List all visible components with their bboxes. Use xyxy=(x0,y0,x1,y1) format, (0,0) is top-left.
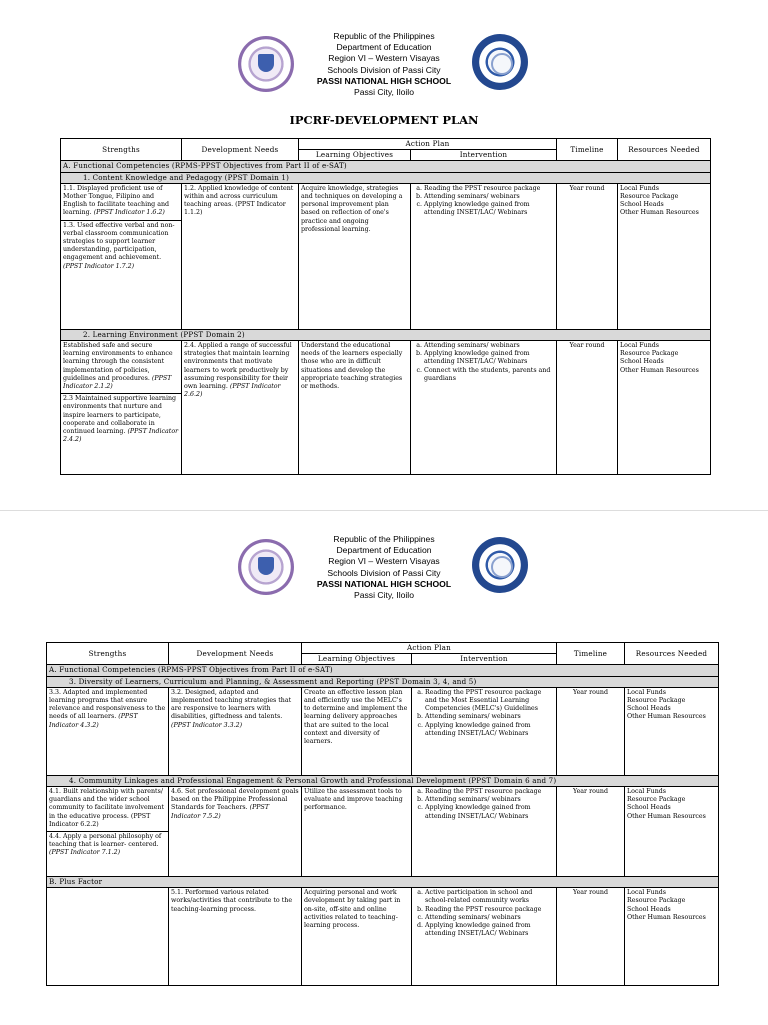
development-need-cell xyxy=(169,687,302,775)
section-domain-3-5: 3. Diversity of Learners, Curriculum and Planning, & Assessment and Reporting (PPST Domain 3, 4, and 5) xyxy=(47,676,719,687)
col-resources: Resources Needed xyxy=(625,643,719,665)
table-row xyxy=(61,341,711,475)
need-text: 2.4. Applied a range of successful strategies that maintain learning environments that motivate learners to work productively by assuming responsibility for their own learning. xyxy=(184,342,292,391)
resource-item: Resource Package xyxy=(627,796,686,804)
letterhead-line: Republic of the Philippines xyxy=(333,31,435,41)
resource-item: School Heads xyxy=(620,358,664,366)
timeline-cell: Year round xyxy=(557,888,625,986)
col-strengths: Strengths xyxy=(61,139,182,161)
intervention-item: c. Connect with the students, parents and guardians xyxy=(424,367,554,383)
resource-item: Resource Package xyxy=(620,350,679,358)
intervention-item: a. Reading the PPST resource package xyxy=(425,788,554,796)
strength-text: 4.4. Apply a personal philosophy of teaching that is learner- centered. xyxy=(49,833,162,849)
strength-text: 2.3 Maintained supportive learning environments that nurture and inspire learners to participate, cooperate and collaborate in continued learning. xyxy=(63,395,177,436)
resource-item: Local Funds xyxy=(620,342,660,350)
col-development-needs: Development Needs xyxy=(182,139,299,161)
intervention-item: b. Attending seminars/ webinars xyxy=(424,193,554,201)
document-page-1 xyxy=(0,0,768,490)
resource-item: School Heads xyxy=(627,804,671,812)
intervention-item: b. Applying knowledge gained from attending INSET/LAC/ Webinars xyxy=(424,350,554,366)
intervention-item: a. Reading the PPST resource package and the Most Essential Learning Competencies (MELC's) Guidelines xyxy=(425,689,554,714)
resource-item: Resource Package xyxy=(627,697,686,705)
intervention-item: c. Applying knowledge gained from attending INSET/LAC/ Webinars xyxy=(425,804,554,820)
resource-item: School Heads xyxy=(620,201,664,209)
letterhead-line: Department of Education xyxy=(336,42,432,53)
table-row xyxy=(47,687,719,775)
strength-cell xyxy=(61,341,182,475)
intervention-cell xyxy=(411,183,557,329)
document-title: IPCRF-DEVELOPMENT PLAN xyxy=(289,113,479,127)
col-development-needs: Development Needs xyxy=(169,643,302,665)
letterhead-line: Passi City, Iloilo xyxy=(353,87,414,98)
letterhead xyxy=(0,31,768,98)
resource-item: Local Funds xyxy=(620,184,660,192)
table-row xyxy=(61,183,711,329)
intervention-cell xyxy=(412,888,557,986)
letterhead-line: Schools Division of Passi City xyxy=(327,64,441,75)
timeline-cell: Year round xyxy=(557,687,625,775)
intervention-item: c. Applying knowledge gained from attending INSET/LAC/ Webinars xyxy=(425,722,554,738)
strength-cell xyxy=(47,888,169,986)
letterhead-line: Department of Education xyxy=(336,545,432,556)
col-resources: Resources Needed xyxy=(618,139,711,161)
resources-cell xyxy=(625,787,719,877)
resource-item: Other Human Resources xyxy=(620,209,699,217)
table-row xyxy=(47,787,719,877)
learning-objective-cell: Acquiring personal and work development by taking part in on-site, off-site and online activities related to teaching-learning process. xyxy=(302,888,412,986)
resource-item: Other Human Resources xyxy=(620,366,699,374)
section-functional-competencies: A. Functional Competencies (RPMS-PPST Objectives from Part II of e-SAT) xyxy=(47,665,719,676)
document-page-2 xyxy=(0,510,768,1025)
col-timeline: Timeline xyxy=(557,643,625,665)
resource-item: Local Funds xyxy=(627,688,667,696)
letterhead-line: Region VI – Western Visayas xyxy=(328,53,440,64)
intervention-item: d. Applying knowledge gained from attending INSET/LAC/ Webinars xyxy=(425,922,554,938)
col-timeline: Timeline xyxy=(557,139,618,161)
section-plus-factor: B. Plus Factor xyxy=(47,877,719,888)
col-action-plan: Action Plan xyxy=(302,643,557,654)
strength-cell xyxy=(61,183,182,329)
intervention-item: a. Attending seminars/ webinars xyxy=(424,342,554,350)
resource-item: Other Human Resources xyxy=(627,812,706,820)
timeline-cell: Year round xyxy=(557,341,618,475)
learning-objective-cell: Understand the educational needs of the learners especially those who are in difficult situations and develop the appropriate teaching strategies or methods. xyxy=(299,341,411,475)
development-need-cell: 5.1. Performed various related works/activities that contribute to the teaching-learning process. xyxy=(169,888,302,986)
strength-text: 1.1. Displayed proficient use of Mother Tongue, Filipino and English to facilitate teaching and learning. xyxy=(63,184,170,217)
strength-cell xyxy=(47,787,169,877)
col-action-plan: Action Plan xyxy=(299,139,557,150)
intervention-item: a. Reading the PPST resource package xyxy=(424,185,554,193)
intervention-item: c. Applying knowledge gained from attending INSET/LAC/ Webinars xyxy=(424,201,554,217)
strength-text: 1.3. Used effective verbal and non-verbal classroom communication strategies to support learner understanding, participation, engagement and achievement. xyxy=(63,221,175,262)
strength-text: 4.1. Built relationship with parents/ guardians and the wider school community to facilitate involvement in the educative process. (PPST Indicator 6.2.2) xyxy=(49,788,164,828)
development-need-cell: 1.2. Applied knowledge of content within and across curriculum teaching areas. (PPST Indicator 1.1.2) xyxy=(182,183,299,329)
letterhead-line: Schools Division of Passi City xyxy=(327,567,441,578)
resource-item: School Heads xyxy=(627,705,671,713)
learning-objective-cell: Acquire knowledge, strategies and techniques on developing a personal improvement plan based on reflection of one's practice and ongoing professional learning. xyxy=(299,183,411,329)
col-strengths: Strengths xyxy=(47,643,169,665)
resource-item: Other Human Resources xyxy=(627,913,706,921)
timeline-cell: Year round xyxy=(557,183,618,329)
intervention-cell xyxy=(411,341,557,475)
col-learning-objectives: Learning Objectives xyxy=(299,150,411,161)
indicator-text: (PPST Indicator 2.4.2) xyxy=(63,428,179,444)
intervention-cell xyxy=(412,687,557,775)
need-text: 3.2. Designed, adapted and implemented teaching strategies that are responsive to learners with disabilities, giftedness and talents. xyxy=(171,688,292,721)
need-text: 4.6. Set professional development goals based on the Philippine Professional Standards for Teachers. xyxy=(171,788,299,812)
col-intervention: Intervention xyxy=(412,654,557,665)
indicator-text: (PPST Indicator 2.1.2) xyxy=(63,374,172,391)
development-need-cell xyxy=(169,787,302,877)
col-intervention: Intervention xyxy=(411,150,557,161)
indicator-text: (PPST Indicator 1.6.2) xyxy=(93,209,165,217)
indicator-text: (PPST Indicator 1.7.2) xyxy=(63,262,135,270)
resources-cell xyxy=(618,341,711,475)
indicator-text: (PPST Indicator 7.1.2) xyxy=(49,849,121,857)
intervention-item: b. Reading the PPST resource package xyxy=(425,906,554,914)
timeline-cell: Year round xyxy=(557,787,625,877)
resource-item: School Heads xyxy=(627,905,671,913)
resource-item: Resource Package xyxy=(620,193,679,201)
strength-cell xyxy=(47,687,169,775)
letterhead xyxy=(0,534,768,601)
resource-item: Local Funds xyxy=(627,889,667,897)
letterhead-school: PASSI NATIONAL HIGH SCHOOL xyxy=(316,578,452,589)
intervention-item: b. Attending seminars/ webinars xyxy=(425,796,554,804)
resource-item: Other Human Resources xyxy=(627,713,706,721)
indicator-text: (PPST Indicator 4.3.2) xyxy=(49,713,138,729)
letterhead-line: Passi City, Iloilo xyxy=(353,590,414,601)
section-domain-1: 1. Content Knowledge and Pedagogy (PPST Domain 1) xyxy=(61,172,711,183)
indicator-text: (PPST Indicator 3.3.2) xyxy=(171,721,243,729)
resource-item: Resource Package xyxy=(627,897,686,905)
letterhead-school: PASSI NATIONAL HIGH SCHOOL xyxy=(316,75,452,86)
indicator-text: (PPST Indicator 2.6.2) xyxy=(184,383,281,399)
resource-item: Local Funds xyxy=(627,788,667,796)
intervention-item: a. Active participation in school and school-related community works xyxy=(425,889,554,905)
strength-text: 3.3. Adapted and implemented learning programs that ensure relevance and responsiveness to the needs of all learners. xyxy=(49,688,166,721)
resources-cell xyxy=(625,687,719,775)
resources-cell xyxy=(625,888,719,986)
indicator-text: (PPST Indicator 7.5.2) xyxy=(171,804,270,820)
intervention-item: c. Attending seminars/ webinars xyxy=(425,914,554,922)
intervention-cell xyxy=(412,787,557,877)
strength-text: Established safe and secure learning environments to enhance learning through the consistent implementation of policies, guidelines and procedures. xyxy=(63,342,173,382)
letterhead-line: Republic of the Philippines xyxy=(333,534,435,544)
section-domain-6-7: 4. Community Linkages and Professional Engagement & Personal Growth and Professional Development (PPST Domain 6 and 7) xyxy=(47,775,719,786)
resources-cell xyxy=(618,183,711,329)
development-plan-table xyxy=(46,642,719,986)
learning-objective-cell: Utilize the assessment tools to evaluate and improve teaching performance. xyxy=(302,787,412,877)
development-plan-table xyxy=(60,138,711,475)
intervention-item: b. Attending seminars/ webinars xyxy=(425,713,554,721)
learning-objective-cell: Create an effective lesson plan and efficiently use the MELC's to determine and implement the learning delivery approaches that are suited to the local context and diversity of learners. xyxy=(302,687,412,775)
col-learning-objectives: Learning Objectives xyxy=(302,654,412,665)
table-row xyxy=(47,888,719,986)
development-need-cell xyxy=(182,341,299,475)
section-domain-2: 2. Learning Environment (PPST Domain 2) xyxy=(61,329,711,340)
section-functional-competencies: A. Functional Competencies (RPMS-PPST Objectives from Part II of e-SAT) xyxy=(61,161,711,172)
letterhead-line: Region VI – Western Visayas xyxy=(328,556,440,567)
